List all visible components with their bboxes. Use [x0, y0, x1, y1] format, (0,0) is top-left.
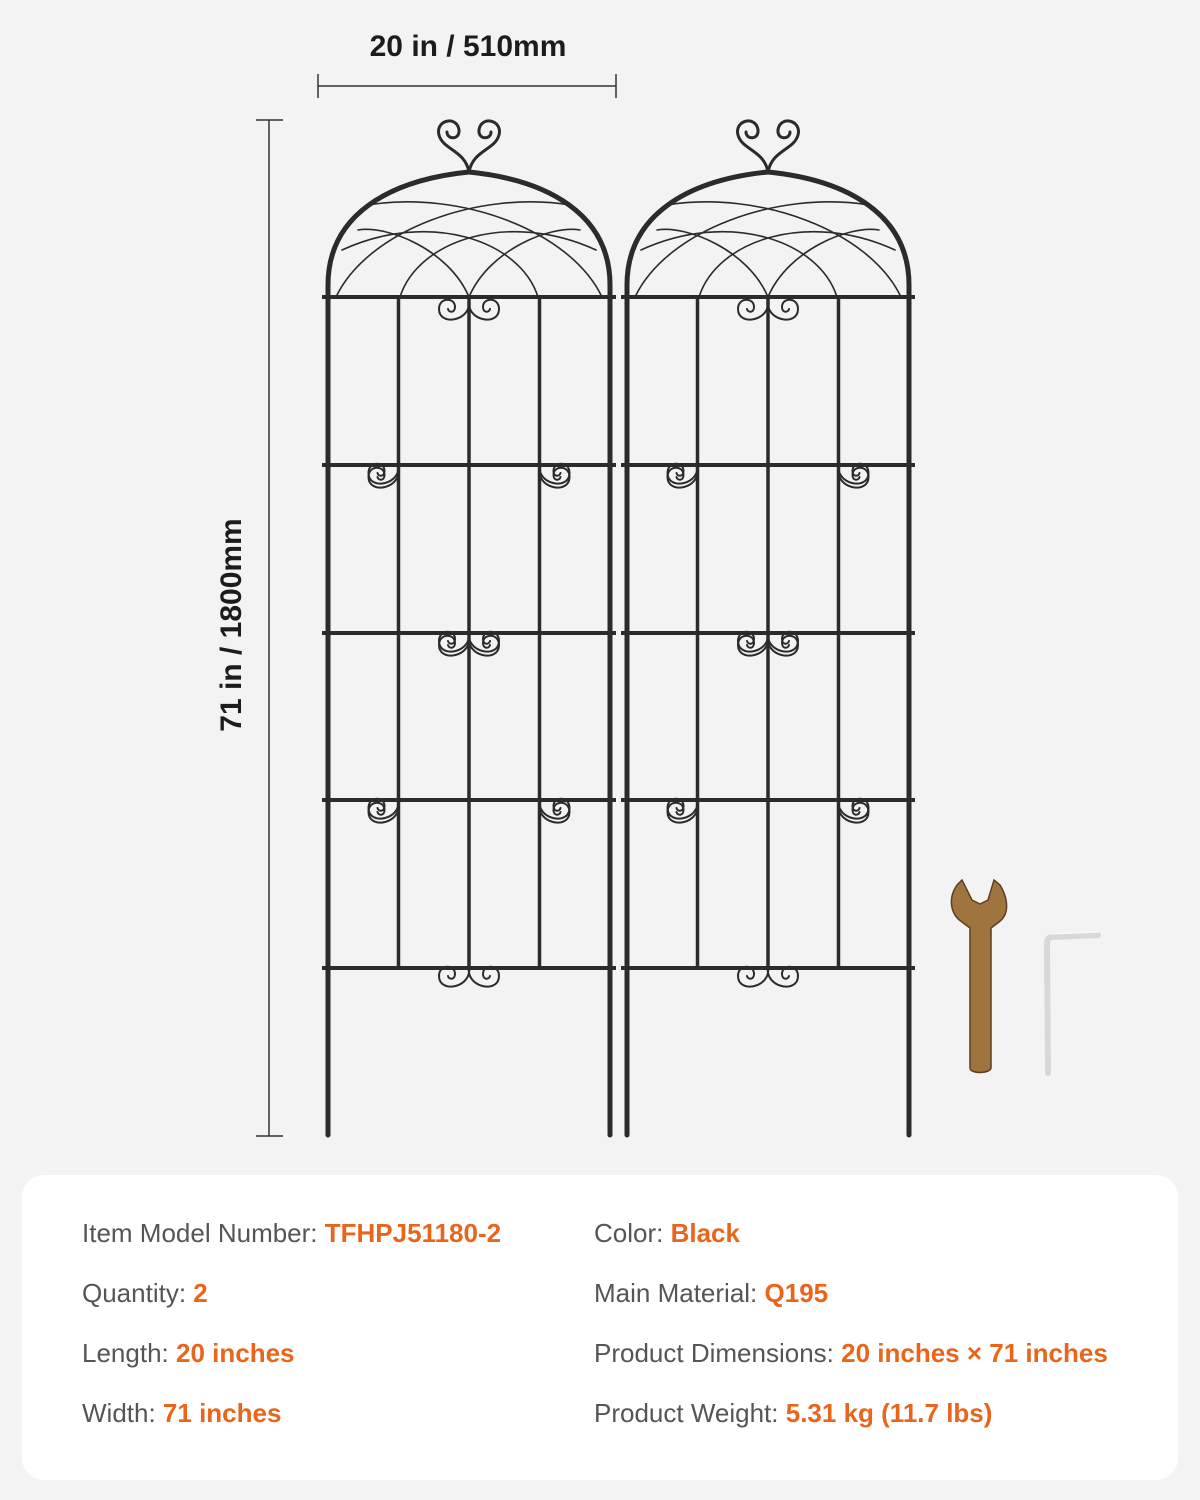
- spec-label: Product Weight:: [594, 1398, 779, 1428]
- width-dimension-line: [318, 74, 616, 98]
- wrench-icon: [951, 880, 1006, 1073]
- spec-value: 5.31 kg (11.7 lbs): [785, 1398, 993, 1428]
- allen-key-icon: [1047, 932, 1098, 1073]
- spec-value: Black: [670, 1218, 740, 1248]
- spec-model-number: [82, 1218, 501, 1249]
- spec-value: 20 inches × 71 inches: [841, 1338, 1108, 1368]
- spec-length: [82, 1338, 295, 1369]
- height-dimension-label: 71 in / 1800mm: [215, 518, 248, 732]
- trellis-panel: [621, 121, 915, 1135]
- spec-label: Item Model Number:: [82, 1218, 318, 1248]
- spec-dimensions: [594, 1338, 1108, 1369]
- spec-label: Product Dimensions:: [594, 1338, 834, 1368]
- spec-label: Quantity:: [82, 1278, 187, 1308]
- width-dimension-label: 20 in / 510mm: [369, 30, 567, 63]
- spec-material: [594, 1278, 828, 1309]
- spec-value: 20 inches: [175, 1338, 295, 1368]
- spec-card: [22, 1175, 1178, 1480]
- spec-value: 71 inches: [162, 1398, 282, 1428]
- spec-value: 2: [193, 1278, 208, 1308]
- spec-weight: [594, 1398, 992, 1429]
- spec-quantity: [82, 1278, 208, 1309]
- spec-label: Length:: [82, 1338, 169, 1368]
- spec-width: [82, 1398, 281, 1429]
- spec-value: Q195: [764, 1278, 829, 1308]
- height-dimension-line: [256, 120, 283, 1136]
- spec-value: TFHPJ51180-2: [324, 1218, 502, 1248]
- spec-color: [594, 1218, 740, 1249]
- spec-label: Color:: [594, 1218, 664, 1248]
- spec-label: Main Material:: [594, 1278, 758, 1308]
- trellis-panel: [322, 121, 616, 1135]
- spec-label: Width:: [82, 1398, 156, 1428]
